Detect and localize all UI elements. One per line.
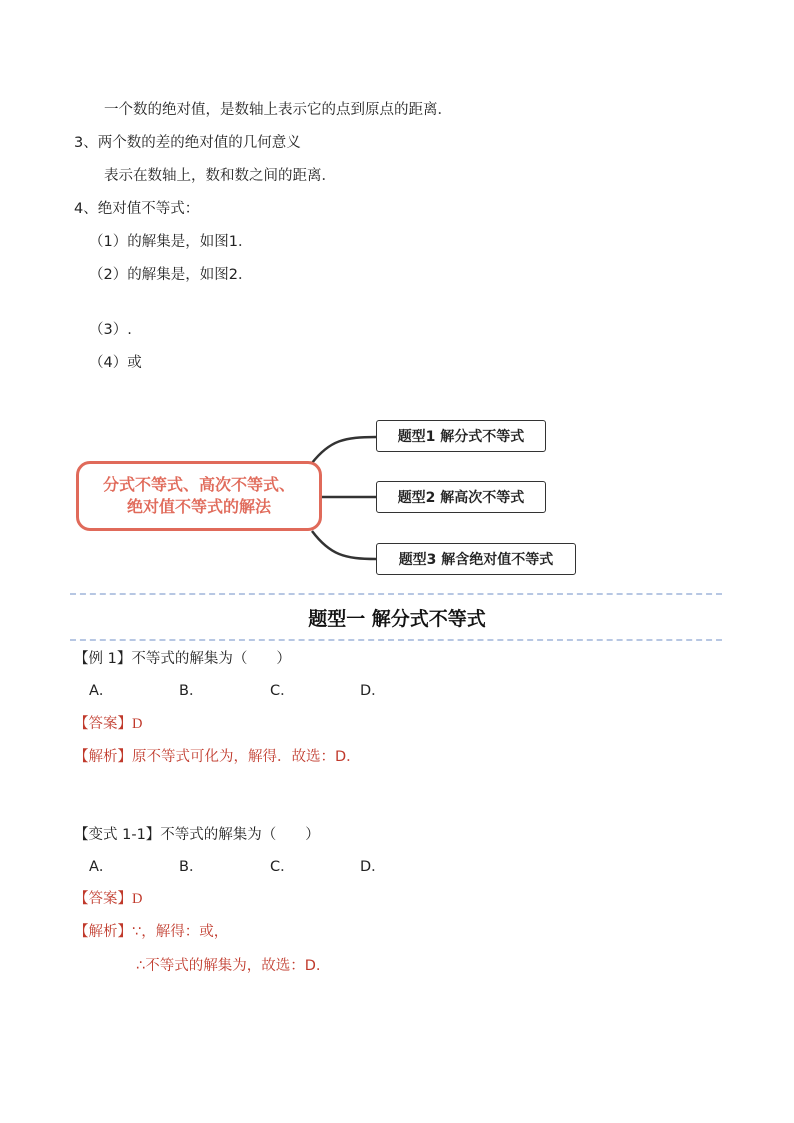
section-title: 题型一 解分式不等式 [308,608,486,630]
divider-bottom [70,639,722,641]
mindmap-branch-2: 题型2 解高次不等式 [376,481,546,513]
mindmap-center-node [76,461,322,531]
mindmap-branch-3: 题型3 解含绝对值不等式 [376,543,576,575]
variant1-analysis-line-2: ∴不等式的解集为，故选：D. [136,958,321,974]
example1-option-b: B． [179,683,204,699]
example1-answer [74,714,142,734]
mindmap-branch-1: 题型1 解分式不等式 [376,420,546,452]
example1-answer-value: D [132,716,143,732]
text-line-item-4: （4）或 [89,355,142,371]
example1-analysis-label: 【解析】 [74,749,132,765]
connector-branch-1 [312,437,376,463]
example1-answer-label: 【答案】 [74,716,132,732]
example1-analysis [74,747,361,767]
example1-option-a: A． [89,683,114,699]
variant1-option-c: C． [270,859,295,875]
example1-question: 【例 1】不等式的解集为（ ） [74,651,291,667]
example1-option-c: C． [270,683,295,699]
mindmap-center-line-2: 绝对值不等式的解法 [126,497,271,516]
variant1-analysis-text: ∵，解得：或， [132,924,229,940]
example1-option-d: D． [360,683,386,699]
divider-top [70,593,722,595]
variant1-answer [74,889,142,909]
variant1-option-d: D． [360,859,386,875]
text-line-distance: 表示在数轴上，数和数之间的距离． [104,168,336,184]
variant1-analysis-label: 【解析】 [74,924,132,940]
connector-branch-3 [312,531,376,559]
text-line-heading-4: 4、绝对值不等式： [74,201,200,217]
variant1-question: 【变式 1-1】不等式的解集为（ ） [74,827,320,843]
variant1-answer-value: D [132,891,143,907]
variant1-analysis [74,922,228,942]
example1-analysis-text: 原不等式可化为，解得．故选：D． [132,749,361,765]
variant1-option-b: B． [179,859,204,875]
variant1-option-a: A． [89,859,114,875]
text-line-heading-3: 3、两个数的差的绝对值的几何意义 [74,135,301,151]
text-line-item-2: （2）的解集是，如图2． [89,267,253,283]
mindmap-center-line-1: 分式不等式、高次不等式、 [102,475,295,494]
text-line-abs-value-def: 一个数的绝对值，是数轴上表示它的点到原点的距离． [104,102,452,118]
variant1-answer-label: 【答案】 [74,891,132,907]
text-line-item-3: （3）. [89,322,132,338]
text-line-item-1: （1）的解集是，如图1． [89,234,253,250]
